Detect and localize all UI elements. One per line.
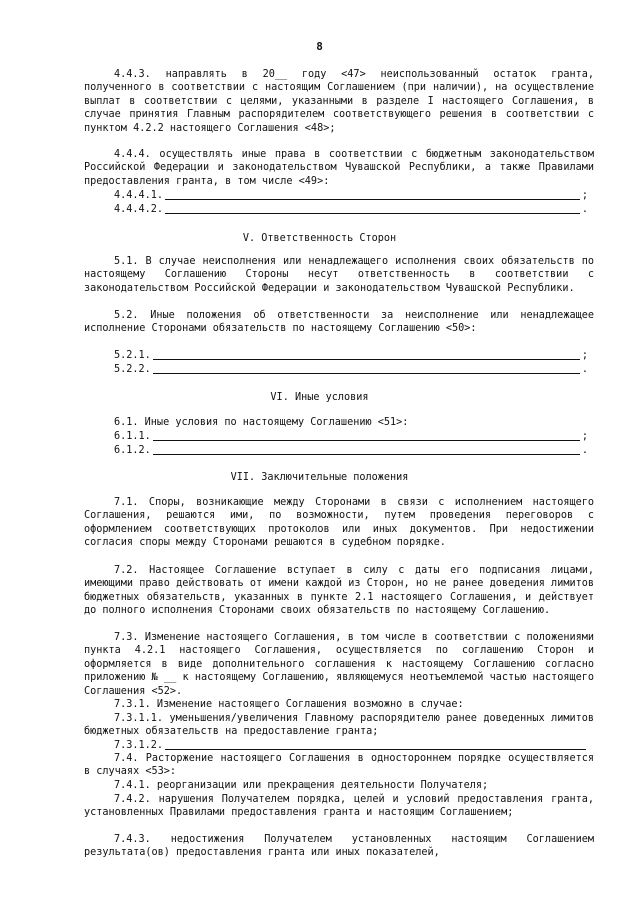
- clause-4-4-3: 4.4.3. направлять в 20__ году <47> неиспользованный остаток гранта, полученного в соответствии с настоящим Соглашением (при наличии), на осуществление выплат в соответствии с целями, указанными в разделе I настоящего Соглашения, в случае принятия Главным распорядителем соответствующего решения в соответствии с пунктом 4.2.2 настоящего Соглашения <48>;: [84, 69, 594, 134]
- clause-7-4-1: 7.4.1. реорганизации или прекращения деятельности Получателя;: [114, 780, 489, 791]
- blank-underline: [165, 739, 586, 750]
- fill-line-4-4-4-1: 4.4.4.1. ;: [114, 190, 588, 201]
- section-heading-vi: VI. Иные условия: [270, 392, 369, 403]
- fill-line-4-4-4-2: 4.4.4.2. .: [114, 204, 588, 215]
- clause-7-2: 7.2. Настоящее Соглашение вступает в силу с даты его подписания лицами, имеющими право действовать от имени каждой из Сторон, но не ранее доведения лимитов бюджетных обязательств, указанных в пункте 2.1 настоящего Соглашения, и действует до полного исполнения Сторонами своих обязательств по настоящему Соглашению.: [84, 565, 594, 617]
- clause-5-1: 5.1. В случае неисполнения или ненадлежащего исполнения своих обязательств по настоящему Соглашению Стороны несут ответственность в соответствии с законодательством Российской Федерации и законодательством Чувашской Республики.: [84, 256, 594, 294]
- fill-line-6-1-2: 6.1.2. .: [114, 445, 588, 456]
- fill-line-6-1-1: 6.1.1. ;: [114, 431, 588, 442]
- blank-underline: [153, 363, 580, 374]
- blank-underline: [153, 430, 580, 441]
- fill-line-5-2-2: 5.2.2. .: [114, 364, 588, 375]
- clause-7-1: 7.1. Споры, возникающие между Сторонами в связи с исполнением настоящего Соглашения, решаются ими, по возможности, путем проведения переговоров с оформлением соответствующих протоколов или иных документов. При недостижении согласия споры между Сторонами решаются в судебном порядке.: [84, 497, 594, 549]
- clause-7-3-1: 7.3.1. Изменение настоящего Соглашения возможно в случае:: [114, 699, 464, 710]
- fill-line-5-2-1: 5.2.1. ;: [114, 350, 588, 361]
- blank-underline: [165, 189, 580, 200]
- clause-4-4-4: 4.4.4. осуществлять иные права в соответствии с бюджетным законодательством Российской Федерации и законодательством Чувашской Республики, а также Правилами предоставления гранта, в том числе <49>:: [84, 149, 594, 187]
- section-heading-vii: VII. Заключительные положения: [230, 472, 409, 483]
- clause-7-4-3: 7.4.3. недостижения Получателем установленных настоящим Соглашением результата(ов) предоставления гранта или иных показателей,: [84, 834, 594, 859]
- fill-line-7-3-1-2: 7.3.1.2.: [114, 739, 588, 752]
- clause-6-1: 6.1. Иные условия по настоящему Соглашению <51>:: [114, 417, 409, 428]
- blank-underline: [165, 203, 580, 214]
- blank-underline: [153, 349, 580, 360]
- clause-7-4: 7.4. Расторжение настоящего Соглашения в одностороннем порядке осуществляется в случаях <53>:: [84, 753, 594, 778]
- clause-5-2: 5.2. Иные положения об ответственности за неисполнение или ненадлежащее исполнение Сторонами обязательств по настоящему Соглашению <50>:: [84, 310, 594, 335]
- clause-7-4-2: 7.4.2. нарушения Получателем порядка, целей и условий предоставления гранта, установленных Правилами предоставления гранта и настоящим Соглашением;: [84, 794, 594, 819]
- section-heading-v: V. Ответственность Сторон: [242, 233, 397, 244]
- clause-7-3-1-1: 7.3.1.1. уменьшения/увеличения Главному распорядителю ранее доведенных лимитов бюджетных обязательств на предоставление гранта;: [84, 713, 594, 738]
- blank-underline: [153, 444, 580, 455]
- page-number: 8: [316, 40, 323, 53]
- clause-7-3: 7.3. Изменение настоящего Соглашения, в том числе в соответствии с положениями пункта 4.2.1 настоящего Соглашения, осуществляется по соглашению Сторон и оформляется в виде дополнительного соглашения к настоящему Соглашению согласно приложению № __ к настоящему Соглашению, являющемуся неотъемлемой частью настоящего Соглашения <52>.: [84, 632, 594, 697]
